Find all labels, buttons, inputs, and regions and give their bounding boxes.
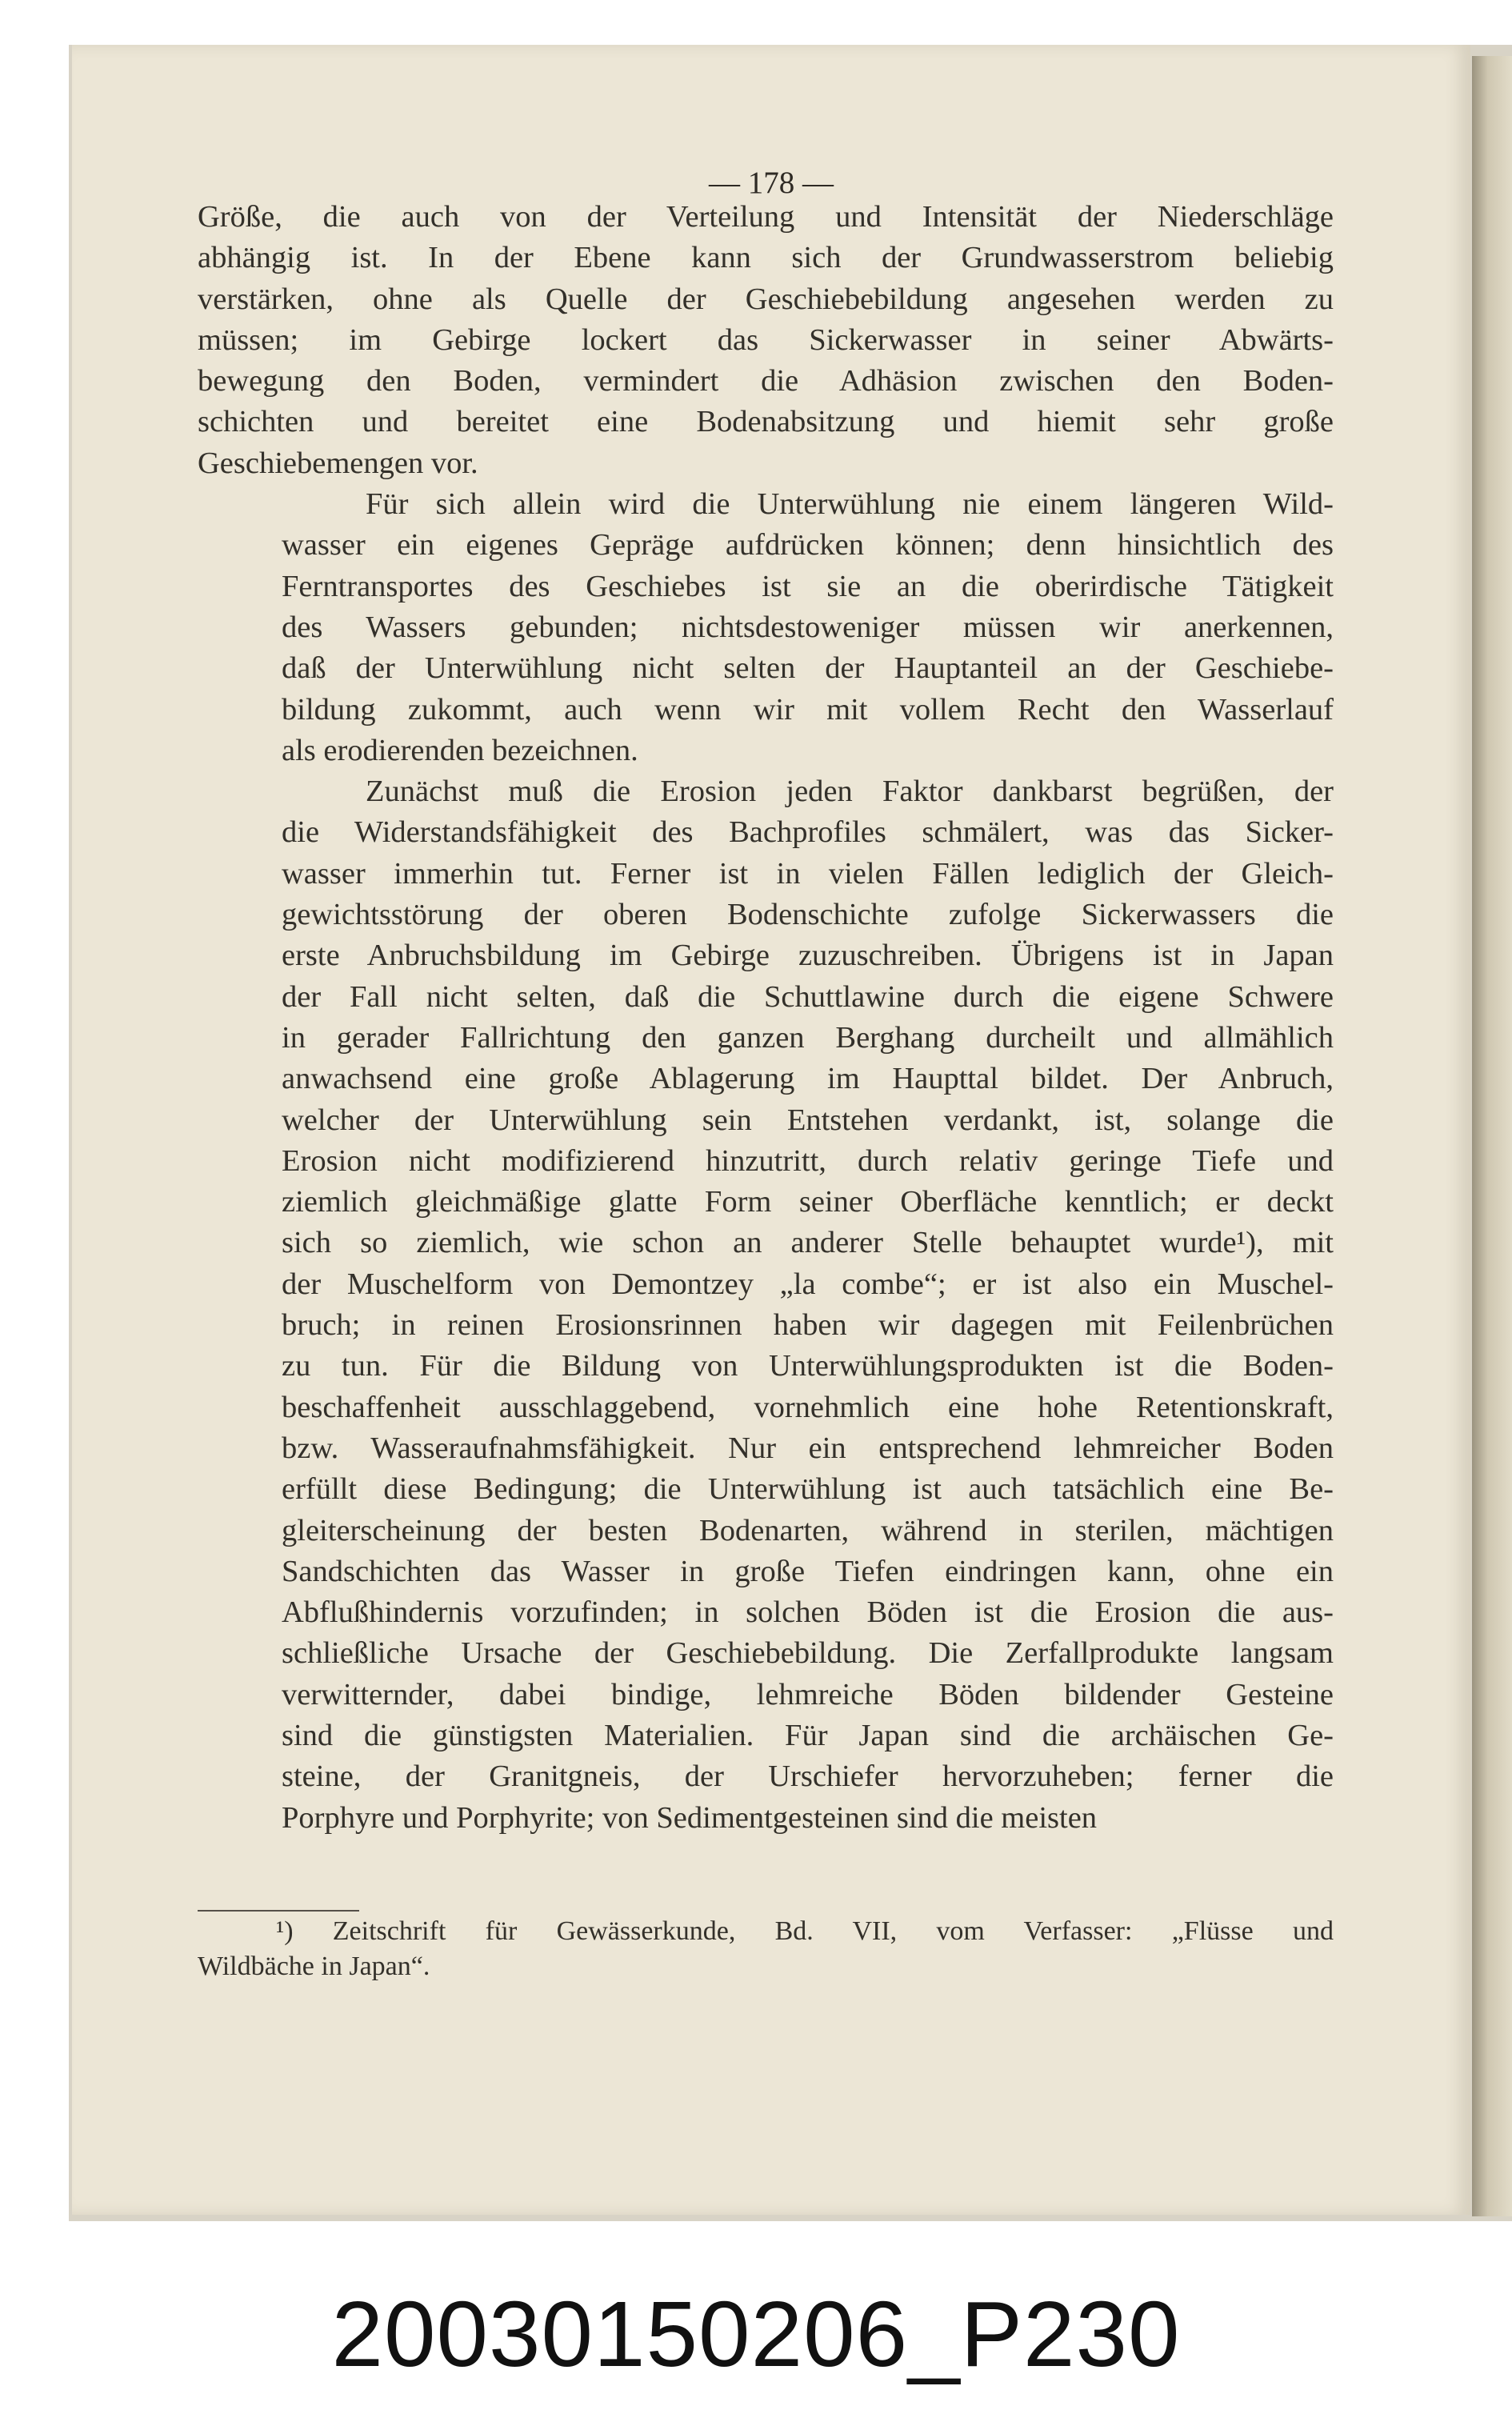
text-line: in gerader Fallrichtung den ganzen Berghang durcheilt und allmählich <box>282 1020 1334 1055</box>
text-line: sind die günstigsten Materialien. Für Japan sind die archäischen Ge- <box>282 1718 1334 1752</box>
text-line: zu tun. Für die Bildung von Unterwühlungsprodukten ist die Boden- <box>282 1349 1334 1383</box>
paragraph <box>198 197 1334 484</box>
archive-id: 20030150206_P230 <box>331 2282 1181 2386</box>
text-line: Porphyre und Porphyrite; von Sedimentgesteinen sind die meisten <box>282 1800 1098 1835</box>
text-line: daß der Unterwühlung nicht selten der Hauptanteil an der Geschiebe- <box>282 651 1334 686</box>
text-line: wasser ein eigenes Gepräge aufdrücken können; denn hinsichtlich des <box>282 528 1334 562</box>
paragraph <box>198 771 1334 1839</box>
text-line: bewegung den Boden, vermindert die Adhäsion zwischen den Boden- <box>198 364 1334 398</box>
text-line: Abflußhindernis vorzufinden; in solchen Böden ist die Erosion die aus- <box>282 1595 1334 1630</box>
text-line: Ferntransportes des Geschiebes ist sie an die oberirdische Tätigkeit <box>282 569 1334 603</box>
text-line: des Wassers gebunden; nichtsdestoweniger müssen wir anerkennen, <box>282 610 1334 644</box>
text-line: der Fall nicht selten, daß die Schuttlawine durch die eigene Schwere <box>282 979 1334 1014</box>
text-line: erfüllt diese Bedingung; die Unterwühlung ist auch tatsächlich eine Be- <box>282 1472 1334 1507</box>
text-line: wasser immerhin tut. Ferner ist in vielen Fällen lediglich der Gleich- <box>282 856 1334 891</box>
text-line: die Widerstandsfähigkeit des Bachprofiles schmälert, was das Sicker- <box>282 815 1334 850</box>
text-line: schließliche Ursache der Geschiebebildung. Die Zerfallprodukte langsam <box>282 1636 1334 1671</box>
text-line: schichten und bereitet eine Bodenabsitzung und hiemit sehr große <box>198 405 1334 439</box>
paragraph <box>198 484 1334 771</box>
text-line: müssen; im Gebirge lockert das Sickerwasser in seiner Abwärts- <box>198 322 1334 357</box>
text-line: bzw. Wasseraufnahmsfähigkeit. Nur ein entsprechend lehmreicher Boden <box>282 1431 1334 1465</box>
text-line: welcher der Unterwühlung sein Entstehen verdankt, ist, solange die <box>282 1103 1334 1137</box>
text-line: bruch; in reinen Erosionsrinnen haben wir dagegen mit Feilenbrüchen <box>282 1308 1334 1343</box>
text-line: der Muschelform von Demontzey „la combe“; er ist also ein Muschel- <box>282 1267 1334 1301</box>
text-line: anwachsend eine große Ablagerung im Haupttal bildet. Der Anbruch, <box>282 1062 1334 1096</box>
text-line: gleiterscheinung der besten Bodenarten, während in sterilen, mächtigen <box>282 1513 1334 1547</box>
text-line: erste Anbruchsbildung im Gebirge zuzuschreiben. Übrigens ist in Japan <box>282 939 1334 973</box>
text-line: abhängig ist. In der Ebene kann sich der Grundwasserstrom beliebig <box>198 241 1334 275</box>
footnote <box>198 1914 1334 1984</box>
text-line: verstärken, ohne als Quelle der Geschiebebildung angesehen werden zu <box>198 282 1334 316</box>
next-page-edge <box>1472 56 1512 2216</box>
text-line: Sandschichten das Wasser in große Tiefen eindringen kann, ohne ein <box>282 1554 1334 1588</box>
footnote-rule <box>198 1910 359 1912</box>
text-line: sich so ziemlich, wie schon an anderer Stelle behauptet wurde¹), mit <box>282 1226 1334 1260</box>
text-line: bildung zukommt, auch wenn wir mit vollem Recht den Wasserlauf <box>282 692 1334 727</box>
body-text <box>198 197 1334 1839</box>
text-line: beschaffenheit ausschlaggebend, vornehmlich eine hohe Retentionskraft, <box>282 1390 1334 1424</box>
footnote-line: ¹) Zeitschrift für Gewässerkunde, Bd. VII, vom Verfasser: „Flüsse und <box>276 1916 1334 1946</box>
text-line: Für sich allein wird die Unterwühlung nie einem längeren Wild- <box>366 487 1334 522</box>
text-line: gewichtsstörung der oberen Bodenschichte zufolge Sickerwassers die <box>282 898 1334 932</box>
footnote-line: Wildbäche in Japan“. <box>198 1952 430 1981</box>
text-line: als erodierenden bezeichnen. <box>282 733 638 767</box>
text-line: ziemlich gleichmäßige glatte Form seiner Oberfläche kenntlich; er deckt <box>282 1185 1334 1219</box>
text-line: verwitternder, dabei bindige, lehmreiche Böden bildender Gesteine <box>282 1677 1334 1711</box>
text-line: Zunächst muß die Erosion jeden Faktor dankbarst begrüßen, der <box>366 775 1334 809</box>
text-line: Geschiebemengen vor. <box>198 446 478 480</box>
paragraph-container <box>198 197 1334 1839</box>
text-line: Erosion nicht modifizierend hinzutritt, durch relativ geringe Tiefe und <box>282 1143 1334 1178</box>
text-line: steine, der Granitgneis, der Urschiefer hervorzuheben; ferner die <box>282 1759 1334 1794</box>
page-number: — 178 — <box>709 166 834 200</box>
text-line: Größe, die auch von der Verteilung und Intensität der Niederschläge <box>198 200 1334 234</box>
